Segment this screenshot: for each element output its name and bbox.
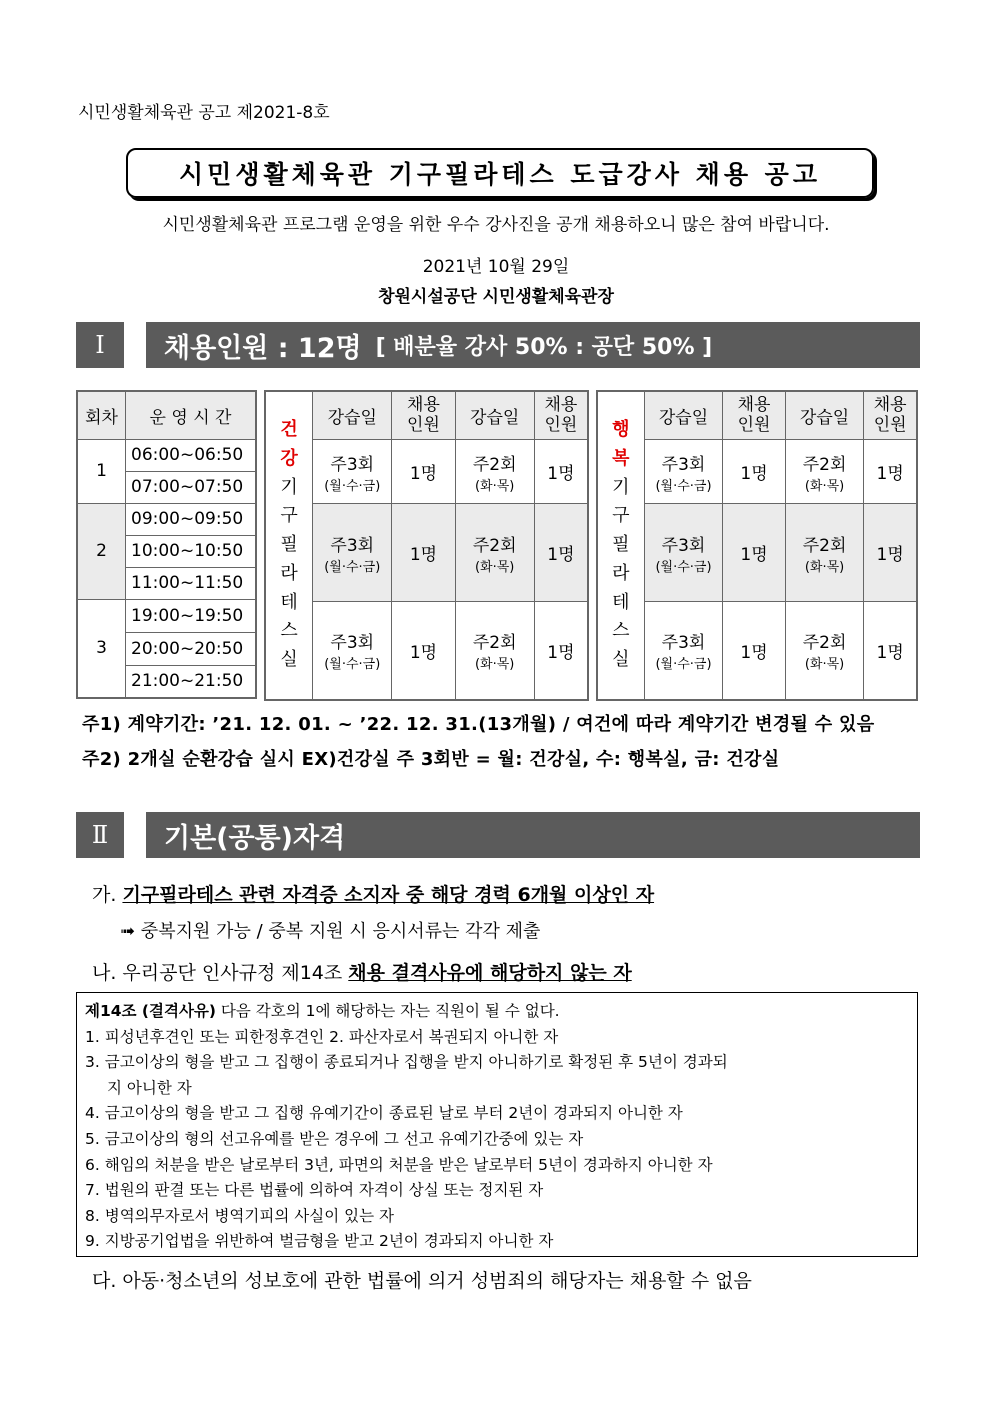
day-header: 강습일 [455,391,534,439]
time-header: 운 영 시 간 [126,391,257,439]
notice-number: 시민생활체육관 공고 제2021-8호 [78,103,330,123]
intro-text: 시민생활체육관 프로그램 운영을 위한 우수 강사진을 공개 채용하오니 많은 참여 바랍니다. [162,215,830,235]
law-item: 6. 해임의 처분을 받은 날로부터 3년, 파면의 처분을 받은 날로부터 5년이 경과하지 아니한 자 [85,1155,713,1174]
law-heading: 제14조 (결격사유) 다음 각호의 1에 해당하는 자는 직원이 될 수 없다. [85,1002,560,1020]
schedule-cell: 주3회 (월·수·금) [313,439,392,503]
qualification-b: 나. 우리공단 인사규정 제14조 채용 결격사유에 해당하지 않는 자 [92,962,632,984]
qualification-a: 가. 기구필라테스 관련 자격증 소지자 중 해당 경력 6개월 이상인 자 [92,884,655,906]
time-slot: 11:00~11:50 [126,567,257,599]
count-cell: 1명 [723,439,786,503]
section2-number: Ⅱ [76,812,124,858]
time-slot: 09:00~09:50 [126,503,257,535]
schedule-cell: 주2회 (화·목) [785,439,863,503]
schedule-cell: 주2회 (화·목) [455,504,534,602]
law-item: 1. 피성년후견인 또는 피한정후견인 2. 파산자로서 복권되지 아니한 자 [85,1027,559,1046]
hire-header: 채용 인원 [534,391,588,439]
time-slot: 07:00~07:50 [126,471,257,503]
law-item: 8. 병역의무자로서 병역기피의 사실이 있는 자 [85,1206,394,1225]
schedule-cell: 주2회 (화·목) [785,504,863,602]
count-cell: 1명 [534,439,588,503]
room-label: 행 복 기 구 필 라 테 스 실 [597,391,644,700]
count-cell: 1명 [723,601,786,700]
qualification-b-text: 채용 결격사유에 해당하지 않는 자 [348,962,632,984]
qualification-a-text: 기구필라테스 관련 자격증 소지자 중 해당 경력 6개월 이상인 자 [122,884,655,906]
section1-subtitle: [ 배분율 강사 50% : 공단 50% ] [375,334,713,360]
count-cell: 1명 [392,601,455,700]
section1-number: Ⅰ [76,322,124,368]
schedule-table [76,390,257,699]
law-item: 7. 법원의 판결 또는 다른 법률에 의하여 자격이 상실 또는 정지된 자 [85,1181,544,1200]
disqualification-box [76,992,918,1257]
time-slot: 21:00~21:50 [126,665,257,698]
count-cell: 1명 [534,504,588,602]
room-label: 건 강 기 구 필 라 테 스 실 [265,391,313,700]
qualification-c: 다. 아동·청소년의 성보호에 관한 법률에 의거 성범죄의 해당자는 채용할 수 없음 [92,1270,752,1292]
hire-header: 채용 인원 [723,391,786,439]
section1-title: 채용인원 : 12명 [164,332,362,364]
count-cell: 1명 [864,439,917,503]
law-item: 3. 금고이상의 형을 받고 그 집행이 종료되거나 집행을 받지 아니하기로 확정된 후 5년이 경과되 [85,1053,728,1072]
law-item: 지 아니한 자 [107,1078,192,1097]
schedule-cell: 주3회 (월·수·금) [313,504,392,602]
schedule-cell: 주3회 (월·수·금) [644,601,722,700]
count-cell: 1명 [723,504,786,602]
organization: 창원시설공단 시민생활체육관장 [378,287,614,307]
schedule-cell: 주3회 (월·수·금) [644,439,722,503]
note-2: 주2) 2개실 순환강습 실시 EX)건강실 주 3회반 = 월: 건강실, 수: 행복실, 금: 건강실 [82,749,780,770]
day-header: 강습일 [785,391,863,439]
count-cell: 1명 [392,504,455,602]
schedule-cell: 주3회 (월·수·금) [313,601,392,700]
qualification-a-note: ➟ 중복지원 가능 / 중복 지원 시 응시서류는 각각 제출 [120,921,541,942]
law-item: 4. 금고이상의 형을 받고 그 집행 유예기간이 종료된 날로 부터 2년이 경과되지 아니한 자 [85,1104,683,1123]
schedule-cell: 주3회 (월·수·금) [644,504,722,602]
page-title: 시민생활체육관 기구필라테스 도급강사 채용 공고 [126,148,874,198]
schedule-cell: 주2회 (화·목) [455,439,534,503]
schedule-cell: 주2회 (화·목) [785,601,863,700]
time-slot: 10:00~10:50 [126,535,257,567]
round-number: 3 [77,599,126,698]
count-cell: 1명 [864,504,917,602]
schedule-cell: 주2회 (화·목) [455,601,534,700]
round-number: 2 [77,503,126,599]
time-slot: 19:00~19:50 [126,599,257,632]
room-table-happy [596,390,918,701]
count-cell: 1명 [864,601,917,700]
notice-date: 2021년 10월 29일 [422,257,570,277]
law-item: 9. 지방공기업법을 위반하여 벌금형을 받고 2년이 경과되지 아니한 자 [85,1232,554,1251]
time-slot: 06:00~06:50 [126,439,257,471]
hire-header: 채용 인원 [864,391,917,439]
day-header: 강습일 [313,391,392,439]
round-header: 회차 [77,391,126,439]
count-cell: 1명 [534,601,588,700]
count-cell: 1명 [392,439,455,503]
room-table-health [264,390,589,701]
hire-header: 채용 인원 [392,391,455,439]
note-1: 주1) 계약기간: ’21. 12. 01. ~ ’22. 12. 31.(13개월) / 여건에 따라 계약기간 변경될 수 있음 [82,714,875,735]
section2-header: 기본(공통)자격 [146,812,920,858]
day-header: 강습일 [644,391,722,439]
time-slot: 20:00~20:50 [126,632,257,665]
law-item: 5. 금고이상의 형의 선고유예를 받은 경우에 그 선고 유예기간중에 있는 자 [85,1129,584,1148]
round-number: 1 [77,439,126,503]
section1-header [146,322,920,368]
